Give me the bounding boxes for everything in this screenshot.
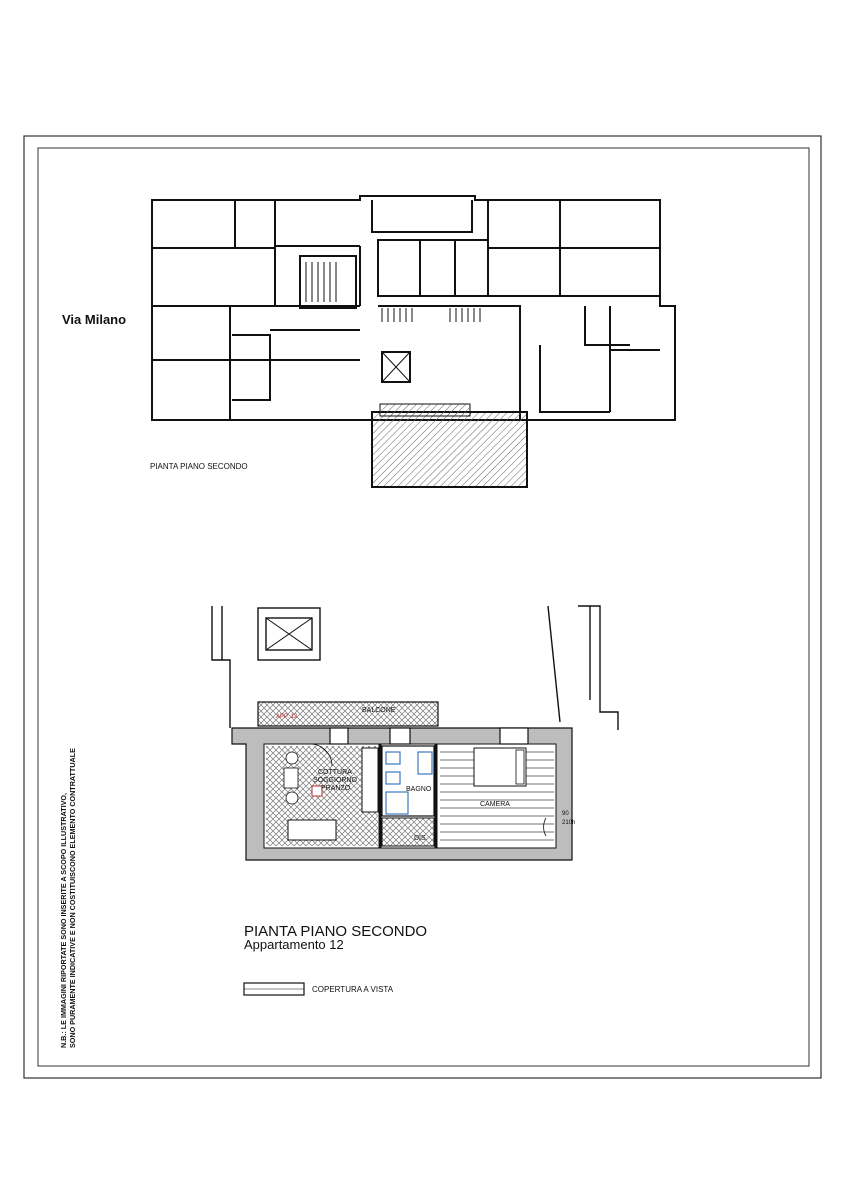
kitchen-label-line1: COTTURA (318, 769, 352, 776)
door-dimension-width: 90 (562, 811, 569, 817)
bedroom-label: CAMERA (480, 801, 510, 808)
kitchen-label-line2: SOGGIORNO (313, 777, 357, 784)
apartment-plan-title: PIANTA PIANO SECONDO (244, 923, 428, 940)
apartment-floor-plan (212, 606, 618, 860)
disclaimer-line-1: N.B.: LE IMMAGINI RIPORTATE SONO INSERITE A SCOPO ILLUSTRATIVO, (59, 792, 68, 1048)
hatched-courtyard-block (372, 412, 527, 487)
building-floor-plan (152, 196, 675, 420)
kitchen-counter (362, 748, 378, 812)
kitchen-label-line3: PRANZO (321, 785, 351, 792)
door-dimension-height: 210h (562, 820, 576, 826)
legend (244, 983, 394, 995)
disclaimer-line-2: SONO PURAMENTE INDICATIVE E NON COSTITUISCONO ELEMENTO CONTRATTUALE (68, 748, 77, 1048)
bathroom-label: BAGNO (406, 786, 432, 793)
top-plan-caption: PIANTA PIANO SECONDO (150, 462, 248, 471)
apartment-tag: APP. 12 (276, 714, 298, 720)
sofa (288, 820, 336, 840)
street-label: Via Milano (62, 312, 127, 327)
legend-label: COPERTURA A VISTA (312, 985, 394, 994)
dining-table (284, 768, 298, 788)
balcony-label: BALCONE (362, 707, 396, 714)
apartment-plan-subtitle: Appartamento 12 (244, 937, 344, 952)
closet-label: DIS. (414, 835, 428, 842)
hatched-balcony-strip (380, 404, 470, 416)
